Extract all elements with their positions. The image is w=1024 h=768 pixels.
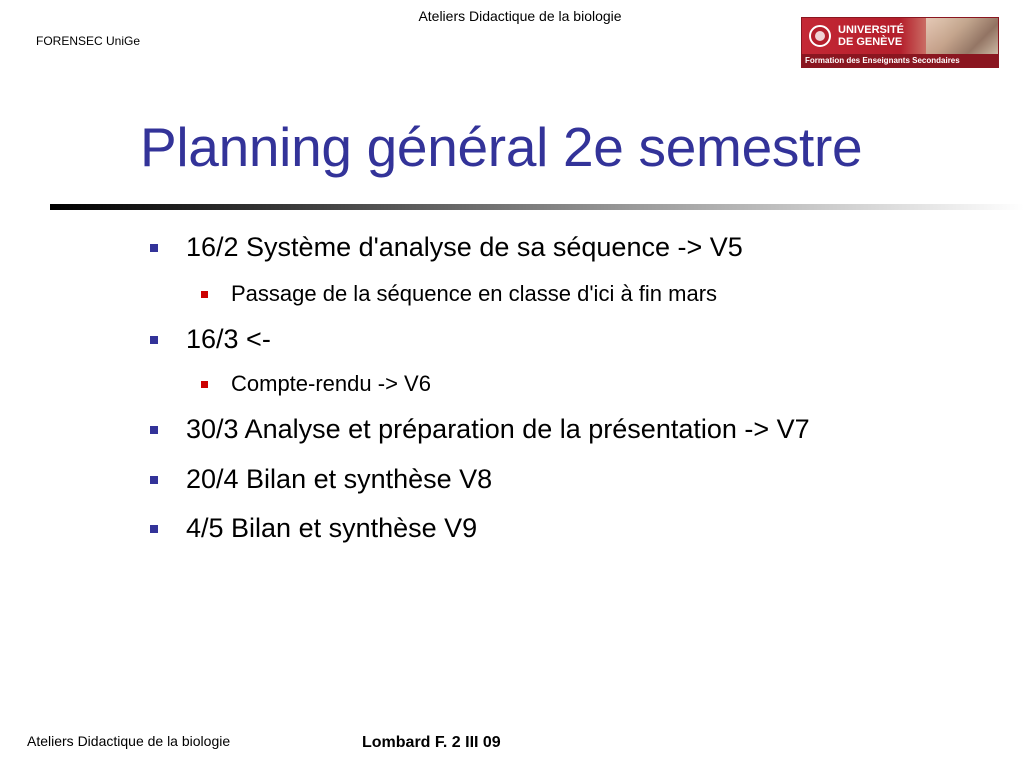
logo-subtitle: Formation des Enseignants Secondaires (802, 54, 998, 67)
university-logo (801, 17, 999, 68)
bullet-item: 16/2 Système d'analyse de sa séquence -> V5 (186, 232, 743, 262)
footer-course-title: Ateliers Didactique de la biologie (27, 733, 231, 749)
title-divider (50, 204, 1024, 210)
sub-bullet-item: Passage de la séquence en classe d'ici à fin mars (231, 281, 718, 306)
sub-bullet-item: Compte-rendu -> V6 (231, 371, 431, 396)
logo-photo (926, 18, 998, 56)
header-program-label: FORENSEC UniGe (36, 34, 141, 48)
logo-name-line2: DE GENÈVE (838, 36, 903, 48)
bullet-item: 4/5 Bilan et synthèse V9 (186, 513, 478, 543)
bullet-item: 20/4 Bilan et synthèse V8 (186, 464, 493, 494)
bullet-item: 30/3 Analyse et préparation de la présentation -> V7 (186, 414, 810, 444)
slide-title: Planning général 2e semestre (140, 116, 863, 178)
header-course-title: Ateliers Didactique de la biologie (418, 8, 622, 24)
bullet-item: 16/3 <- (186, 324, 271, 354)
university-seal-icon (809, 25, 831, 47)
logo-university-name (838, 24, 928, 48)
logo-name-line1: UNIVERSITÉ (838, 24, 905, 36)
footer-author-date: Lombard F. 2 III 09 (362, 734, 501, 751)
